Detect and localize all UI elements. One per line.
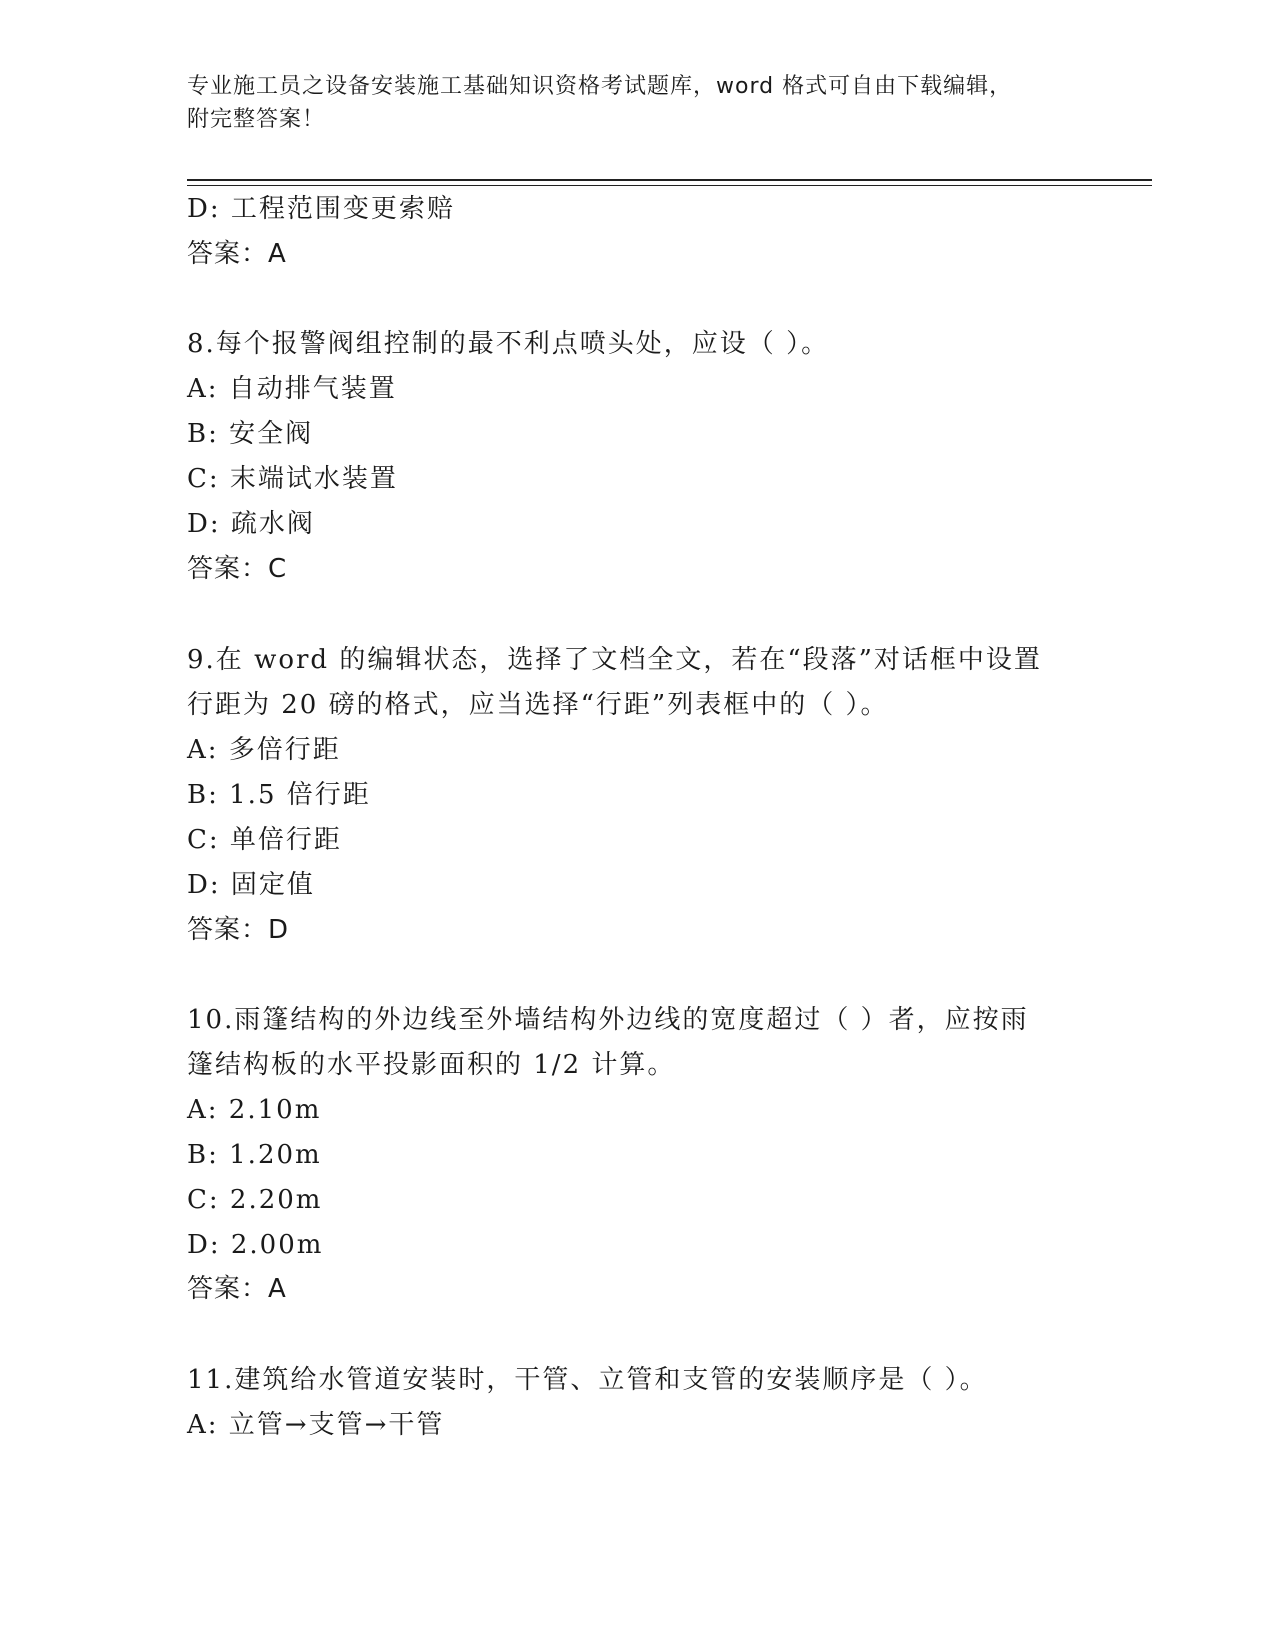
option-a-q10: A: 2.10m bbox=[187, 1095, 322, 1125]
option-c-q9: C: 单倍行距 bbox=[187, 825, 342, 855]
answer-q7: 答案：A bbox=[187, 239, 287, 269]
question-11: 11.建筑给水管道安装时，干管、立管和支管的安装顺序是（ ）。 bbox=[187, 1365, 988, 1395]
option-c-q8: C: 末端试水装置 bbox=[187, 464, 398, 494]
option-a-q11: A: 立管→支管→干管 bbox=[187, 1410, 445, 1440]
header-line-2: 附完整答案！ bbox=[187, 107, 326, 132]
document-header bbox=[187, 70, 1067, 136]
header-line-1: 专业施工员之设备安装施工基础知识资格考试题库，word 格式可自由下载编辑， bbox=[187, 74, 1013, 99]
option-d-q10: D: 2.00m bbox=[187, 1230, 324, 1260]
option-d-q7: D: 工程范围变更索赔 bbox=[187, 194, 455, 224]
option-c-q10: C: 2.20m bbox=[187, 1185, 323, 1215]
option-b-q9: B: 1.5 倍行距 bbox=[187, 780, 371, 810]
question-8: 8.每个报警阀组控制的最不利点喷头处，应设（ ）。 bbox=[187, 329, 830, 359]
header-divider-thick bbox=[187, 179, 1152, 181]
question-9-line-1: 9.在 word 的编辑状态，选择了文档全文，若在“段落”对话框中设置 bbox=[187, 645, 1042, 675]
option-b-q10: B: 1.20m bbox=[187, 1140, 322, 1170]
option-d-q9: D: 固定值 bbox=[187, 870, 315, 900]
option-d-q8: D: 疏水阀 bbox=[187, 509, 315, 539]
option-a-q8: A: 自动排气装置 bbox=[187, 374, 397, 404]
option-b-q8: B: 安全阀 bbox=[187, 419, 314, 449]
answer-q9: 答案：D bbox=[187, 915, 290, 945]
question-10-line-2: 篷结构板的水平投影面积的 1/2 计算。 bbox=[187, 1050, 676, 1080]
answer-q10: 答案：A bbox=[187, 1274, 287, 1304]
question-9-line-2: 行距为 20 磅的格式，应当选择“行距”列表框中的（ ）。 bbox=[187, 690, 889, 720]
option-a-q9: A: 多倍行距 bbox=[187, 735, 341, 765]
question-10-line-1: 10.雨篷结构的外边线至外墙结构外边线的宽度超过（ ）者，应按雨 bbox=[187, 1005, 1029, 1035]
header-divider-thin bbox=[187, 185, 1152, 186]
answer-q8: 答案：C bbox=[187, 554, 288, 584]
